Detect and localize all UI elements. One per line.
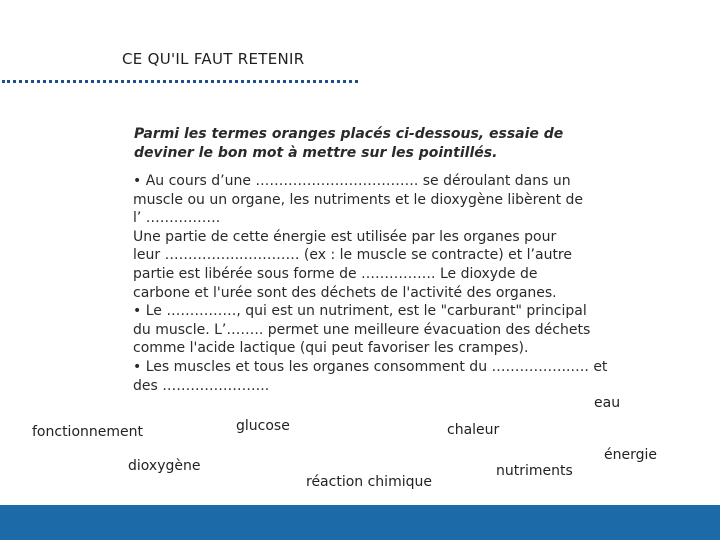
text-line: comme l'acide lactique (qui peut favoriser les crampes). [133, 340, 529, 357]
text-line: carbone et l'urée sont des déchets de l'activité des organes. [133, 284, 557, 301]
text-line: du muscle. L’…….. permet une meilleure évacuation des déchets [133, 321, 591, 338]
text-line: • Au cours d’une ……………….……………. se déroulant dans un [133, 173, 571, 189]
page-title: CE QU'IL FAUT RETENIR [122, 50, 305, 68]
word-reaction-chimique[interactable]: réaction chimique [306, 474, 432, 490]
word-eau[interactable]: eau [594, 395, 621, 411]
text-line: • Le ……………, qui est un nutriment, est le "carburant" principal [133, 303, 587, 320]
footer-bar [0, 505, 720, 540]
word-fonctionnement[interactable]: fonctionnement [32, 424, 143, 440]
word-chaleur[interactable]: chaleur [447, 422, 500, 438]
word-nutriments[interactable]: nutriments [496, 463, 573, 479]
word-energie[interactable]: énergie [604, 447, 657, 463]
instructions-text: Parmi les termes oranges placés ci-dessous, essaie de deviner le bon mot à mettre sur les pointillés. [134, 126, 564, 161]
text-line: • Les muscles et tous les organes consomment du ……………..…. et [133, 358, 608, 375]
text-line: muscle ou un organe, les nutriments et le dioxygène libèrent de [133, 191, 584, 208]
text-line: l’ ……………. [133, 210, 221, 227]
fill-in-text [133, 172, 613, 395]
text-line: partie est libérée sous forme de ……………. Le dioxyde de [133, 265, 538, 282]
dotted-divider [2, 80, 358, 83]
text-line: leur ……………..………… (ex : le muscle se contracte) et l’autre [133, 247, 572, 264]
word-glucose[interactable]: glucose [236, 418, 290, 434]
text-line: Une partie de cette énergie est utilisée par les organes pour [133, 228, 557, 245]
word-dioxygene[interactable]: dioxygène [128, 458, 201, 474]
text-line: des ………………….. [133, 377, 270, 394]
